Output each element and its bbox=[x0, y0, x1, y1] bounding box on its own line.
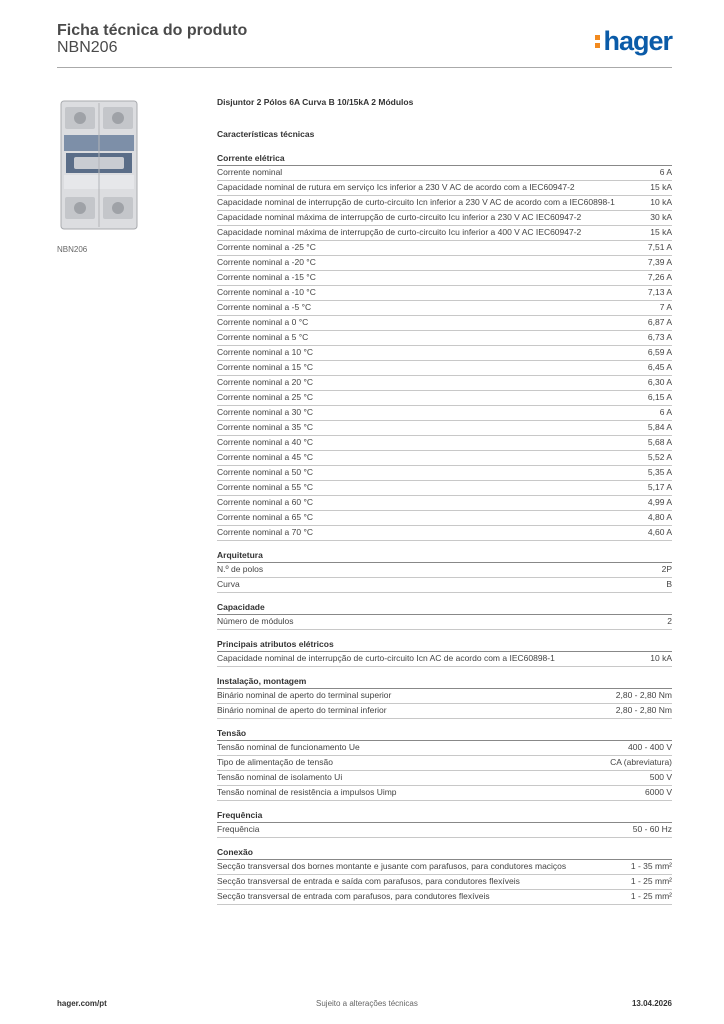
spec-value: 7,13 A bbox=[647, 287, 672, 297]
spec-row bbox=[217, 890, 672, 905]
spec-label: Tensão nominal de isolamento Ui bbox=[217, 772, 343, 782]
spec-row bbox=[217, 406, 672, 421]
spec-row bbox=[217, 256, 672, 271]
spec-row bbox=[217, 436, 672, 451]
spec-value: 5,84 A bbox=[647, 422, 672, 432]
group-title: Capacidade bbox=[217, 601, 672, 615]
spec-label: Corrente nominal a 40 °C bbox=[217, 437, 314, 447]
logo-text: hager bbox=[603, 26, 672, 56]
spec-value: 5,35 A bbox=[647, 467, 672, 477]
footer-date: 13.04.2026 bbox=[631, 999, 672, 1008]
spec-label: N.º de polos bbox=[217, 564, 264, 574]
spec-row bbox=[217, 376, 672, 391]
spec-label: Corrente nominal bbox=[217, 167, 283, 177]
spec-row bbox=[217, 481, 672, 496]
spec-row bbox=[217, 226, 672, 241]
spec-group bbox=[217, 152, 672, 541]
spec-value: 30 kA bbox=[650, 212, 672, 222]
spec-label: Capacidade nominal máxima de interrupção de curto-circuito Icu inferior a 230 V AC IEC60947-2 bbox=[217, 212, 582, 222]
spec-row bbox=[217, 196, 672, 211]
spec-row bbox=[217, 786, 672, 801]
spec-label: Secção transversal dos bornes montante e jusante com parafusos, para condutores maciços bbox=[217, 861, 567, 871]
spec-label: Binário nominal de aperto do terminal superior bbox=[217, 690, 392, 700]
section-title: Características técnicas bbox=[217, 129, 315, 139]
group-title: Tensão bbox=[217, 727, 672, 741]
hager-logo bbox=[595, 26, 672, 57]
spec-value: 5,52 A bbox=[647, 452, 672, 462]
spec-label: Corrente nominal a 65 °C bbox=[217, 512, 314, 522]
spec-row bbox=[217, 756, 672, 771]
spec-value: B bbox=[666, 579, 672, 589]
product-code: NBN206 bbox=[57, 39, 118, 56]
spec-row bbox=[217, 875, 672, 890]
spec-label: Frequência bbox=[217, 824, 260, 834]
spec-value: 6,59 A bbox=[647, 347, 672, 357]
spec-row bbox=[217, 391, 672, 406]
spec-value: 7,51 A bbox=[647, 242, 672, 252]
spec-row bbox=[217, 652, 672, 667]
spec-label: Corrente nominal a 25 °C bbox=[217, 392, 314, 402]
spec-group bbox=[217, 675, 672, 719]
spec-label: Capacidade nominal de interrupção de curto-circuito Icn AC de acordo com a IEC60898-1 bbox=[217, 653, 555, 663]
spec-value: 5,68 A bbox=[647, 437, 672, 447]
spec-row bbox=[217, 316, 672, 331]
spec-value: 6,87 A bbox=[647, 317, 672, 327]
spec-row bbox=[217, 578, 672, 593]
spec-value: 15 kA bbox=[650, 227, 672, 237]
spec-row bbox=[217, 286, 672, 301]
page-title: Ficha técnica do produto bbox=[57, 22, 248, 39]
spec-label: Corrente nominal a 15 °C bbox=[217, 362, 314, 372]
spec-value: 7,39 A bbox=[647, 257, 672, 267]
spec-value: 15 kA bbox=[650, 182, 672, 192]
spec-row bbox=[217, 166, 672, 181]
spec-row bbox=[217, 211, 672, 226]
spec-label: Corrente nominal a 60 °C bbox=[217, 497, 314, 507]
spec-value: 6,73 A bbox=[647, 332, 672, 342]
spec-value: CA (abreviatura) bbox=[610, 757, 672, 767]
spec-value: 7,26 A bbox=[647, 272, 672, 282]
group-title: Conexão bbox=[217, 846, 672, 860]
spec-value: 4,60 A bbox=[647, 527, 672, 537]
spec-row bbox=[217, 511, 672, 526]
spec-label: Corrente nominal a -20 °C bbox=[217, 257, 316, 267]
spec-group bbox=[217, 638, 672, 667]
spec-value: 6,15 A bbox=[647, 392, 672, 402]
spec-label: Corrente nominal a 35 °C bbox=[217, 422, 314, 432]
spec-label: Corrente nominal a -25 °C bbox=[217, 242, 316, 252]
circuit-breaker-image bbox=[60, 97, 138, 233]
spec-row bbox=[217, 466, 672, 481]
spec-label: Corrente nominal a -15 °C bbox=[217, 272, 316, 282]
spec-label: Corrente nominal a 30 °C bbox=[217, 407, 314, 417]
spec-label: Curva bbox=[217, 579, 240, 589]
spec-row bbox=[217, 741, 672, 756]
spec-value: 400 - 400 V bbox=[628, 742, 672, 752]
spec-value: 2 bbox=[667, 616, 672, 626]
spec-value: 6 A bbox=[659, 167, 672, 177]
spec-label: Tensão nominal de resistência a impulsos Uimp bbox=[217, 787, 397, 797]
spec-group bbox=[217, 846, 672, 905]
spec-value: 1 - 35 mm² bbox=[630, 861, 672, 871]
logo-dots-icon bbox=[595, 33, 601, 49]
spec-label: Capacidade nominal de interrupção de curto-circuito Icn inferior a 230 V AC de acordo com a IEC60898-1 bbox=[217, 197, 615, 207]
spec-group bbox=[217, 809, 672, 838]
spec-row bbox=[217, 361, 672, 376]
group-title: Instalação, montagem bbox=[217, 675, 672, 689]
spec-row bbox=[217, 241, 672, 256]
spec-value: 2,80 - 2,80 Nm bbox=[615, 690, 672, 700]
group-title: Frequência bbox=[217, 809, 672, 823]
image-caption: NBN206 bbox=[57, 245, 88, 254]
group-title: Principais atributos elétricos bbox=[217, 638, 672, 652]
spec-row bbox=[217, 689, 672, 704]
spec-row bbox=[217, 301, 672, 316]
spec-group bbox=[217, 601, 672, 630]
group-title: Corrente elétrica bbox=[217, 152, 672, 166]
spec-value: 10 kA bbox=[650, 653, 672, 663]
spec-value: 1 - 25 mm² bbox=[630, 891, 672, 901]
spec-label: Secção transversal de entrada com parafusos, para condutores flexíveis bbox=[217, 891, 490, 901]
spec-label: Capacidade nominal de rutura em serviço Ics inferior a 230 V AC de acordo com a IEC60947-2 bbox=[217, 182, 575, 192]
spec-label: Tensão nominal de funcionamento Ue bbox=[217, 742, 360, 752]
spec-row bbox=[217, 331, 672, 346]
spec-row bbox=[217, 823, 672, 838]
spec-value: 50 - 60 Hz bbox=[632, 824, 672, 834]
spec-groups bbox=[217, 152, 672, 905]
spec-value: 6,30 A bbox=[647, 377, 672, 387]
spec-label: Corrente nominal a 70 °C bbox=[217, 527, 314, 537]
spec-row bbox=[217, 496, 672, 511]
spec-label: Corrente nominal a -5 °C bbox=[217, 302, 312, 312]
spec-group bbox=[217, 727, 672, 801]
spec-label: Corrente nominal a 20 °C bbox=[217, 377, 314, 387]
spec-value: 6000 V bbox=[645, 787, 672, 797]
spec-value: 7 A bbox=[659, 302, 672, 312]
spec-label: Corrente nominal a 10 °C bbox=[217, 347, 314, 357]
spec-label: Corrente nominal a 5 °C bbox=[217, 332, 309, 342]
product-description: Disjuntor 2 Pólos 6A Curva B 10/15kA 2 Módulos bbox=[217, 97, 414, 107]
spec-value: 1 - 25 mm² bbox=[630, 876, 672, 886]
spec-label: Tipo de alimentação de tensão bbox=[217, 757, 333, 767]
spec-value: 4,99 A bbox=[647, 497, 672, 507]
spec-value: 2P bbox=[661, 564, 672, 574]
footer-notice: Sujeito a alterações técnicas bbox=[316, 999, 418, 1008]
spec-row bbox=[217, 346, 672, 361]
spec-content bbox=[217, 96, 672, 913]
spec-row bbox=[217, 860, 672, 875]
spec-value: 6,45 A bbox=[647, 362, 672, 372]
group-title: Arquitetura bbox=[217, 549, 672, 563]
spec-label: Corrente nominal a 50 °C bbox=[217, 467, 314, 477]
spec-label: Binário nominal de aperto do terminal inferior bbox=[217, 705, 387, 715]
spec-row bbox=[217, 271, 672, 286]
spec-label: Corrente nominal a 55 °C bbox=[217, 482, 314, 492]
spec-row bbox=[217, 771, 672, 786]
spec-label: Número de módulos bbox=[217, 616, 294, 626]
spec-row bbox=[217, 615, 672, 630]
spec-label: Secção transversal de entrada e saída com parafusos, para condutores flexíveis bbox=[217, 876, 520, 886]
spec-row bbox=[217, 563, 672, 578]
spec-value: 6 A bbox=[659, 407, 672, 417]
spec-value: 5,17 A bbox=[647, 482, 672, 492]
spec-value: 4,80 A bbox=[647, 512, 672, 522]
spec-row bbox=[217, 181, 672, 196]
spec-label: Corrente nominal a 45 °C bbox=[217, 452, 314, 462]
header-divider bbox=[57, 67, 672, 68]
spec-group bbox=[217, 549, 672, 593]
spec-value: 2,80 - 2,80 Nm bbox=[615, 705, 672, 715]
spec-label: Capacidade nominal máxima de interrupção de curto-circuito Icu inferior a 400 V AC IEC60947-2 bbox=[217, 227, 582, 237]
footer-website[interactable]: hager.com/pt bbox=[57, 999, 107, 1008]
spec-row bbox=[217, 421, 672, 436]
spec-value: 500 V bbox=[649, 772, 672, 782]
spec-label: Corrente nominal a 0 °C bbox=[217, 317, 309, 327]
spec-row bbox=[217, 526, 672, 541]
spec-row bbox=[217, 704, 672, 719]
spec-label: Corrente nominal a -10 °C bbox=[217, 287, 316, 297]
spec-value: 10 kA bbox=[650, 197, 672, 207]
spec-row bbox=[217, 451, 672, 466]
